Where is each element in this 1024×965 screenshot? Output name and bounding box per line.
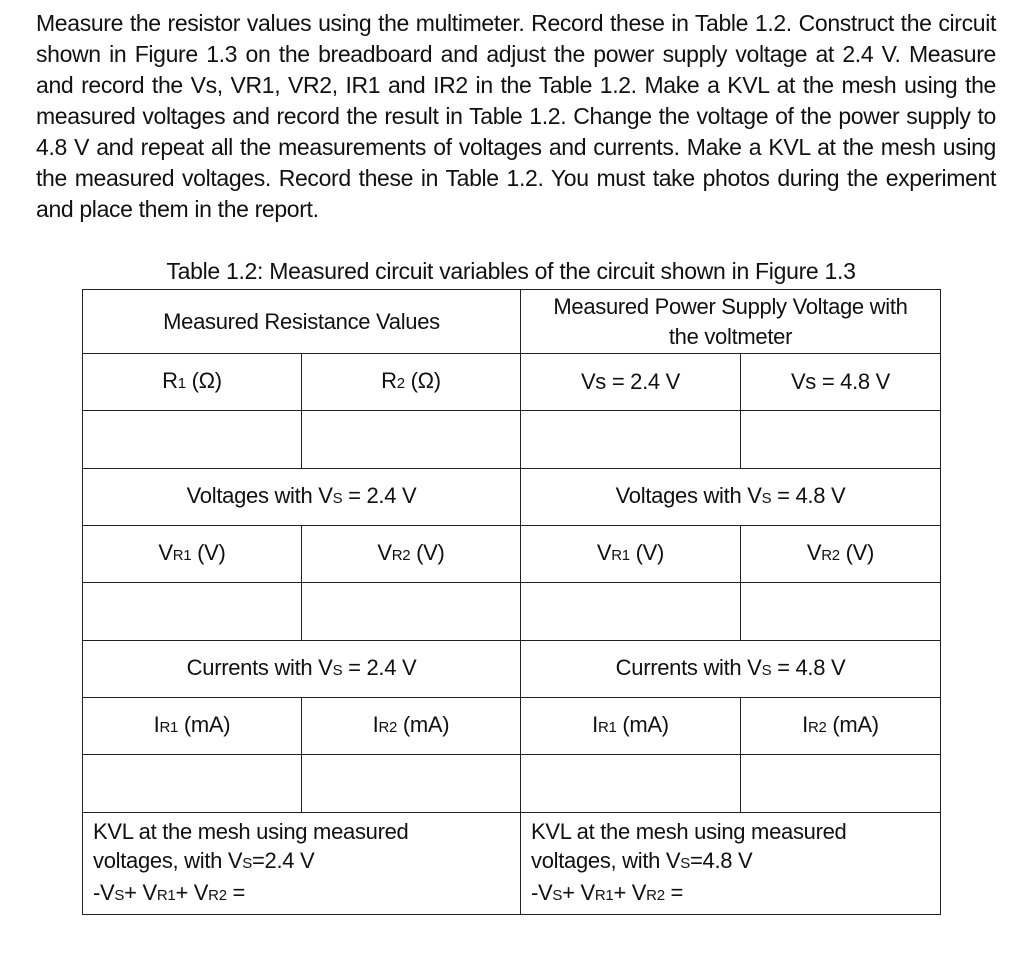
entry-vs-4-8[interactable] [741,411,941,469]
entry-vr1-4-8[interactable] [521,583,741,641]
table-row [83,755,941,813]
label-vr2-4-8: VR2 (V) [741,526,941,583]
table-row [83,583,941,641]
kvl-equation: -VS+ VR1+ VR2 = [93,880,246,905]
measurement-table [82,289,941,915]
label-ir1-2-4: IR1 (mA) [83,698,302,755]
entry-vr1-2-4[interactable] [83,583,302,641]
label-r2: R2 (Ω) [302,354,521,411]
entry-vr2-4-8[interactable] [741,583,941,641]
table-row [83,641,941,698]
table-row [83,526,941,583]
label-vs-2-4: Vs = 2.4 V [521,354,741,411]
entry-ir2-2-4[interactable] [302,755,521,813]
table-row [83,354,941,411]
table-row [83,813,941,915]
label-ir2-4-8: IR2 (mA) [741,698,941,755]
table-row [83,411,941,469]
label-vr1-4-8: VR1 (V) [521,526,741,583]
kvl-line2: voltages, with VS=2.4 V [93,848,315,873]
kvl-cell-4-8[interactable] [521,813,941,915]
table-caption: Table 1.2: Measured circuit variables of the circuit shown in Figure 1.3 [166,258,856,284]
kvl-line1: KVL at the mesh using measured [93,819,409,844]
header-resistance: Measured Resistance Values [83,290,521,354]
label-vs-4-8: Vs = 4.8 V [741,354,941,411]
entry-ir1-4-8[interactable] [521,755,741,813]
entry-ir1-2-4[interactable] [83,755,302,813]
label-vr1-2-4: VR1 (V) [83,526,302,583]
entry-ir2-4-8[interactable] [741,755,941,813]
header-supply: Measured Power Supply Voltage with the voltmeter [521,290,941,354]
table-row [83,290,941,354]
section-currents-4-8: Currents with VS = 4.8 V [521,641,941,698]
label-r1: R1 (Ω) [83,354,302,411]
kvl-line1: KVL at the mesh using measured [531,819,847,844]
entry-r2[interactable] [302,411,521,469]
entry-vr2-2-4[interactable] [302,583,521,641]
table-row [83,698,941,755]
entry-vs-2-4[interactable] [521,411,741,469]
label-ir1-4-8: IR1 (mA) [521,698,741,755]
table-row [83,469,941,526]
label-vr2-2-4: VR2 (V) [302,526,521,583]
kvl-line2: voltages, with VS=4.8 V [531,848,753,873]
label-ir2-2-4: IR2 (mA) [302,698,521,755]
section-voltages-4-8: Voltages with VS = 4.8 V [521,469,941,526]
kvl-cell-2-4[interactable] [83,813,521,915]
section-voltages-2-4: Voltages with VS = 2.4 V [83,469,521,526]
entry-r1[interactable] [83,411,302,469]
instructions-paragraph: Measure the resistor values using the multimeter. Record these in Table 1.2. Construct the circuit shown in Figure 1.3 on the breadboard and adjust the power supply voltage at 2.4 V. Measure and record the Vs, VR1, VR2, IR1 and IR2 in the Table 1.2. Make a KVL at the mesh using the measured voltages and record the result in Table 1.2. Change the voltage of the power supply to 4.8 V and repeat all the measurements of voltages and currents. Make a KVL at the mesh using the measured voltages. Record these in Table 1.2. You must take photos during the experiment and place them in the report. [36,10,996,222]
kvl-equation: -VS+ VR1+ VR2 = [531,880,684,905]
section-currents-2-4: Currents with VS = 2.4 V [83,641,521,698]
